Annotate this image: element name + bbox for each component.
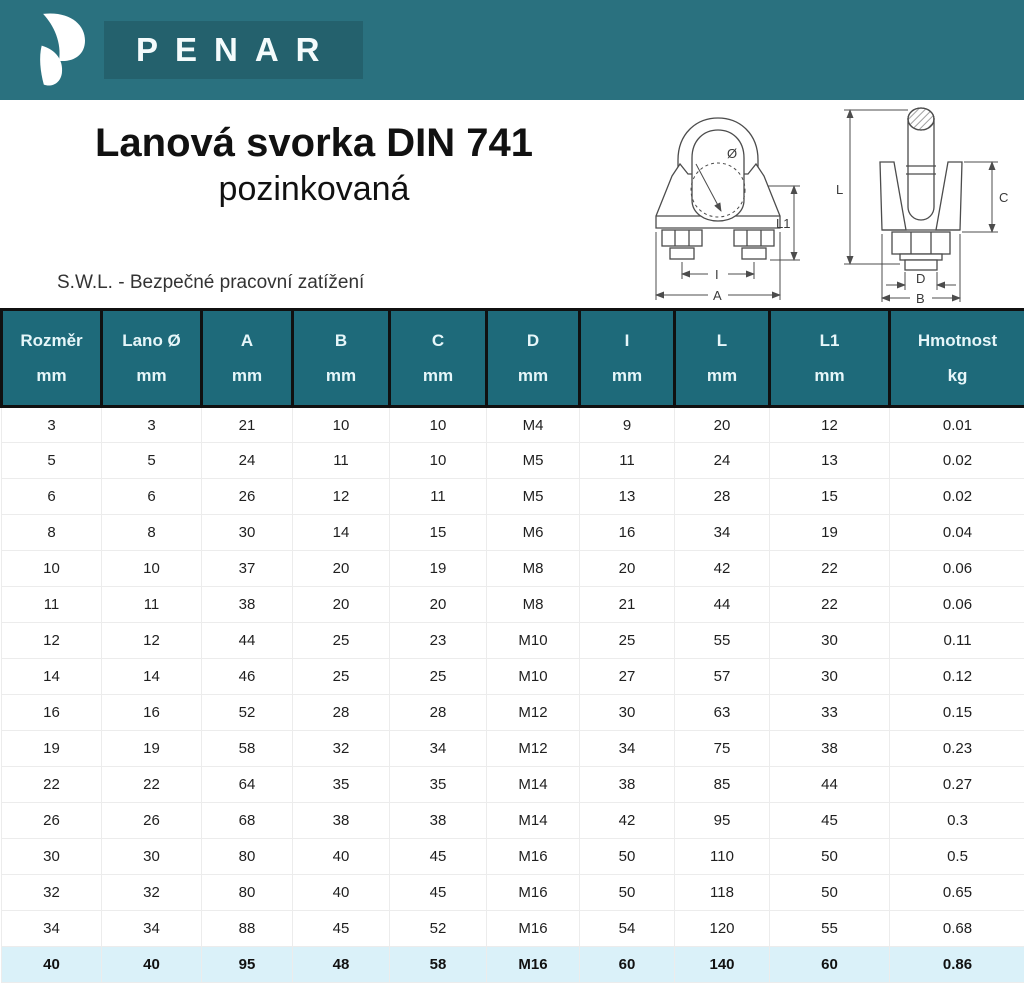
- table-cell: M16: [487, 875, 580, 911]
- table-cell: 88: [202, 911, 293, 947]
- table-cell: 57: [675, 659, 770, 695]
- table-row[interactable]: [2, 767, 1024, 803]
- table-cell: 19: [770, 515, 890, 551]
- table-cell: 30: [102, 839, 202, 875]
- table-cell: 22: [2, 767, 102, 803]
- table-cell: 0.5: [890, 839, 1024, 875]
- swl-note: S.W.L. - Bezpečné pracovní zatížení: [57, 272, 365, 293]
- table-cell: 0.06: [890, 551, 1024, 587]
- column-header-hmotnost: Hmotnost kg: [890, 310, 1024, 407]
- table-cell: M5: [487, 479, 580, 515]
- table-cell: 44: [770, 767, 890, 803]
- table-cell: 12: [2, 623, 102, 659]
- table-cell: 52: [202, 695, 293, 731]
- table-cell: 11: [390, 479, 487, 515]
- table-cell: 75: [675, 731, 770, 767]
- table-cell: 19: [102, 731, 202, 767]
- table-cell: 50: [580, 875, 675, 911]
- table-cell: 23: [390, 623, 487, 659]
- table-header: [2, 310, 1024, 407]
- table-cell: 40: [293, 875, 390, 911]
- table-cell: 10: [390, 407, 487, 443]
- table-cell: 38: [202, 587, 293, 623]
- table-cell: 11: [293, 443, 390, 479]
- table-cell: 34: [2, 911, 102, 947]
- table-row[interactable]: [2, 947, 1024, 983]
- table-cell: 30: [770, 659, 890, 695]
- dim-label-l1: L1: [776, 216, 791, 231]
- table-cell: 118: [675, 875, 770, 911]
- table-cell: 26: [2, 803, 102, 839]
- table-cell: 30: [770, 623, 890, 659]
- table-cell: 40: [102, 947, 202, 983]
- table-body: [2, 407, 1024, 983]
- table-cell: 20: [675, 407, 770, 443]
- table-cell: 13: [580, 479, 675, 515]
- table-cell: 20: [293, 587, 390, 623]
- table-cell: 0.86: [890, 947, 1024, 983]
- dimensions-table: [0, 308, 1024, 983]
- table-cell: 0.12: [890, 659, 1024, 695]
- table-cell: 30: [2, 839, 102, 875]
- table-cell: 35: [390, 767, 487, 803]
- table-cell: 0.11: [890, 623, 1024, 659]
- table-cell: M6: [487, 515, 580, 551]
- table-row[interactable]: [2, 659, 1024, 695]
- table-cell: 11: [102, 587, 202, 623]
- table-cell: 16: [580, 515, 675, 551]
- table-cell: 6: [102, 479, 202, 515]
- table-cell: M10: [487, 659, 580, 695]
- table-cell: 40: [2, 947, 102, 983]
- table-cell: 0.3: [890, 803, 1024, 839]
- intro-section: [0, 100, 1024, 308]
- column-header-b: B mm: [293, 310, 390, 407]
- table-cell: 55: [675, 623, 770, 659]
- table-cell: 50: [580, 839, 675, 875]
- table-cell: 50: [770, 875, 890, 911]
- column-header-i: I mm: [580, 310, 675, 407]
- table-cell: 32: [102, 875, 202, 911]
- table-cell: 58: [202, 731, 293, 767]
- column-header-a: A mm: [202, 310, 293, 407]
- table-cell: 6: [2, 479, 102, 515]
- table-cell: 38: [770, 731, 890, 767]
- table-cell: 0.15: [890, 695, 1024, 731]
- table-cell: 8: [2, 515, 102, 551]
- dim-label-l: L: [836, 182, 844, 197]
- table-row[interactable]: [2, 839, 1024, 875]
- table-cell: 20: [580, 551, 675, 587]
- column-header-l: L mm: [675, 310, 770, 407]
- table-cell: 52: [390, 911, 487, 947]
- table-cell: 25: [293, 623, 390, 659]
- table-row[interactable]: [2, 515, 1024, 551]
- table-cell: 10: [390, 443, 487, 479]
- table-cell: 13: [770, 443, 890, 479]
- table-cell: 3: [102, 407, 202, 443]
- title-block: [0, 100, 628, 308]
- table-cell: 0.02: [890, 443, 1024, 479]
- table-cell: 0.01: [890, 407, 1024, 443]
- table-cell: 42: [675, 551, 770, 587]
- table-cell: 25: [390, 659, 487, 695]
- table-cell: 11: [2, 587, 102, 623]
- table-cell: 32: [293, 731, 390, 767]
- table-cell: 12: [102, 623, 202, 659]
- table-cell: 44: [675, 587, 770, 623]
- table-cell: 140: [675, 947, 770, 983]
- table-cell: 63: [675, 695, 770, 731]
- table-cell: 85: [675, 767, 770, 803]
- table-cell: 40: [293, 839, 390, 875]
- table-cell: 0.06: [890, 587, 1024, 623]
- column-header-l1: L1 mm: [770, 310, 890, 407]
- table-cell: 21: [202, 407, 293, 443]
- table-cell: 45: [293, 911, 390, 947]
- table-cell: 35: [293, 767, 390, 803]
- table-cell: 12: [293, 479, 390, 515]
- table-cell: 45: [390, 875, 487, 911]
- table-cell: 28: [675, 479, 770, 515]
- table-cell: 34: [580, 731, 675, 767]
- table-cell: M14: [487, 767, 580, 803]
- table-cell: 24: [675, 443, 770, 479]
- table-cell: 80: [202, 839, 293, 875]
- table-cell: M10: [487, 623, 580, 659]
- table-cell: 25: [293, 659, 390, 695]
- table-cell: 14: [102, 659, 202, 695]
- table-row[interactable]: [2, 551, 1024, 587]
- top-banner: [0, 0, 1024, 100]
- table-cell: 55: [770, 911, 890, 947]
- table-cell: 64: [202, 767, 293, 803]
- table-cell: 33: [770, 695, 890, 731]
- table-cell: 19: [390, 551, 487, 587]
- table-row[interactable]: [2, 803, 1024, 839]
- table-cell: M4: [487, 407, 580, 443]
- table-cell: M16: [487, 839, 580, 875]
- table-header-row: [2, 310, 1024, 407]
- table-cell: 120: [675, 911, 770, 947]
- technical-drawing: [628, 100, 1024, 308]
- table-cell: 48: [293, 947, 390, 983]
- table-cell: 38: [293, 803, 390, 839]
- table-cell: 38: [580, 767, 675, 803]
- table-cell: 3: [2, 407, 102, 443]
- table-cell: 60: [580, 947, 675, 983]
- table-cell: 21: [580, 587, 675, 623]
- table-cell: 15: [390, 515, 487, 551]
- table-cell: M16: [487, 947, 580, 983]
- table-cell: 34: [675, 515, 770, 551]
- table-cell: 60: [770, 947, 890, 983]
- table-cell: 58: [390, 947, 487, 983]
- table-cell: 45: [770, 803, 890, 839]
- table-cell: 28: [293, 695, 390, 731]
- column-header-rozmer: Rozměr mm: [2, 310, 102, 407]
- clamp-front-view-drawing: [628, 102, 820, 307]
- table-cell: 34: [102, 911, 202, 947]
- table-cell: 5: [102, 443, 202, 479]
- table-cell: 0.04: [890, 515, 1024, 551]
- table-cell: 14: [2, 659, 102, 695]
- table-cell: 15: [770, 479, 890, 515]
- table-cell: M8: [487, 551, 580, 587]
- table-cell: 8: [102, 515, 202, 551]
- table-cell: 16: [102, 695, 202, 731]
- table-row[interactable]: [2, 911, 1024, 947]
- table-cell: 30: [202, 515, 293, 551]
- table-cell: 14: [293, 515, 390, 551]
- table-cell: 95: [675, 803, 770, 839]
- table-row[interactable]: [2, 479, 1024, 515]
- table-cell: 46: [202, 659, 293, 695]
- table-cell: 22: [770, 587, 890, 623]
- table-cell: 10: [2, 551, 102, 587]
- table-cell: 22: [770, 551, 890, 587]
- table-cell: 5: [2, 443, 102, 479]
- table-cell: 44: [202, 623, 293, 659]
- table-cell: 42: [580, 803, 675, 839]
- table-row[interactable]: [2, 875, 1024, 911]
- table-cell: 25: [580, 623, 675, 659]
- table-cell: M12: [487, 731, 580, 767]
- table-cell: 12: [770, 407, 890, 443]
- table-cell: 19: [2, 731, 102, 767]
- table-cell: 10: [293, 407, 390, 443]
- table-row[interactable]: [2, 695, 1024, 731]
- dim-label-a: A: [713, 288, 722, 303]
- table-cell: 28: [390, 695, 487, 731]
- table-cell: 38: [390, 803, 487, 839]
- table-cell: M8: [487, 587, 580, 623]
- column-header-lano: Lano Ø mm: [102, 310, 202, 407]
- table-cell: 30: [580, 695, 675, 731]
- dim-label-d: D: [916, 271, 926, 286]
- table-cell: 0.65: [890, 875, 1024, 911]
- page-title: Lanová svorka DIN 741: [95, 121, 533, 165]
- table-cell: 45: [390, 839, 487, 875]
- table-cell: 80: [202, 875, 293, 911]
- table-cell: 0.68: [890, 911, 1024, 947]
- table-row[interactable]: [2, 443, 1024, 479]
- table-cell: 20: [293, 551, 390, 587]
- table-cell: 95: [202, 947, 293, 983]
- table-row[interactable]: [2, 407, 1024, 443]
- table-cell: M12: [487, 695, 580, 731]
- table-cell: 20: [390, 587, 487, 623]
- table-cell: 26: [202, 479, 293, 515]
- dim-label-diameter: Ø: [727, 146, 738, 161]
- table-cell: 0.27: [890, 767, 1024, 803]
- table-cell: 54: [580, 911, 675, 947]
- table-cell: 24: [202, 443, 293, 479]
- table-row[interactable]: [2, 731, 1024, 767]
- brand-name-box: [104, 21, 363, 79]
- page-subtitle: pozinkovaná: [218, 170, 410, 208]
- table-cell: 50: [770, 839, 890, 875]
- table-cell: 34: [390, 731, 487, 767]
- clamp-side-view-drawing: [826, 102, 1018, 307]
- dim-label-b: B: [916, 291, 925, 306]
- table-cell: 0.23: [890, 731, 1024, 767]
- brand-name: PENAR: [136, 31, 337, 68]
- table-cell: 10: [102, 551, 202, 587]
- penar-logo-icon: [30, 11, 88, 89]
- table-cell: 0.02: [890, 479, 1024, 515]
- table-cell: 16: [2, 695, 102, 731]
- table-cell: M14: [487, 803, 580, 839]
- table-cell: M5: [487, 443, 580, 479]
- table-cell: 27: [580, 659, 675, 695]
- table-cell: 68: [202, 803, 293, 839]
- table-cell: 11: [580, 443, 675, 479]
- table-cell: 26: [102, 803, 202, 839]
- column-header-d: D mm: [487, 310, 580, 407]
- table-row[interactable]: [2, 587, 1024, 623]
- dim-label-i: I: [715, 267, 719, 282]
- table-cell: 110: [675, 839, 770, 875]
- table-row[interactable]: [2, 623, 1024, 659]
- table-cell: 37: [202, 551, 293, 587]
- table-cell: 9: [580, 407, 675, 443]
- table-cell: M16: [487, 911, 580, 947]
- table-cell: 32: [2, 875, 102, 911]
- table-cell: 22: [102, 767, 202, 803]
- dim-label-c: C: [999, 190, 1009, 205]
- column-header-c: C mm: [390, 310, 487, 407]
